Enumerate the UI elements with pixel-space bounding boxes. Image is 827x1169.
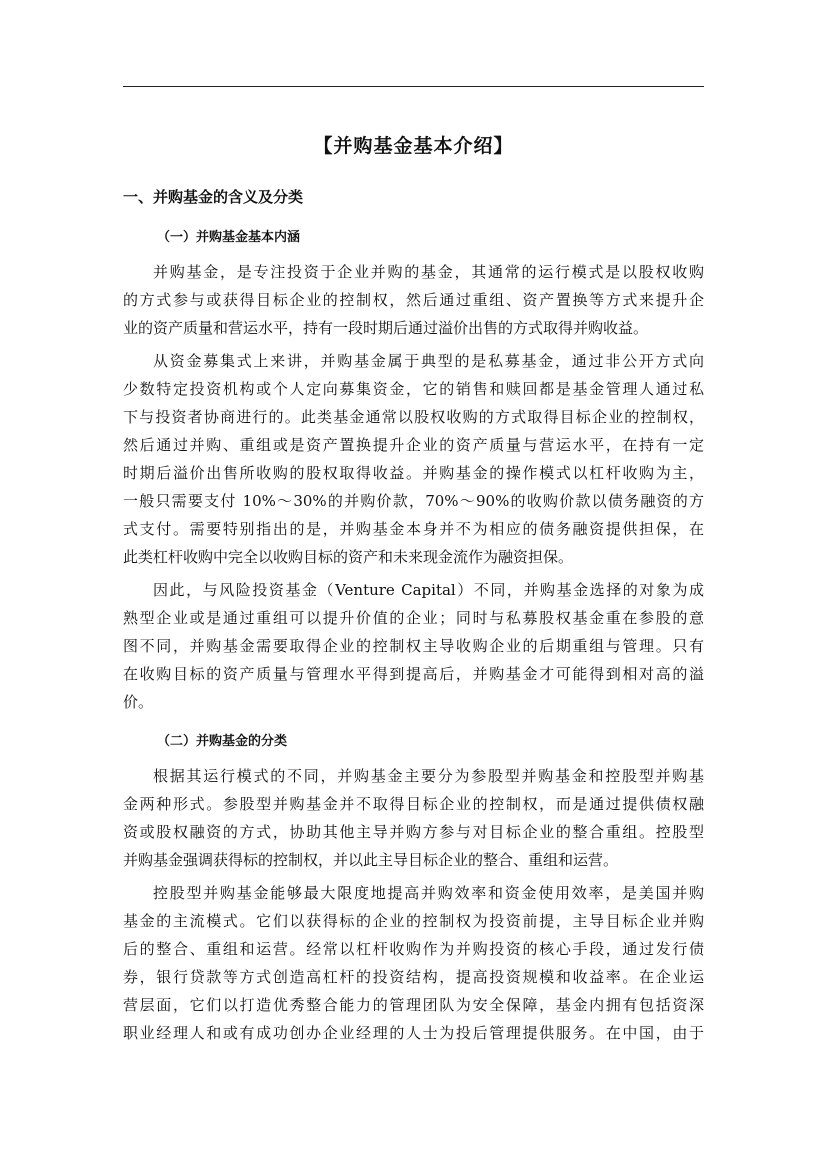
paragraph-line: 并购基金强调获得标的控制权，并以此主导目标企业的整合、重组和运营。: [123, 851, 619, 869]
paragraph-line: 时期后溢价出售所收购的股权取得收益。并购基金的操作模式以杠杆收购为主，: [123, 464, 704, 482]
header-rule: [123, 86, 704, 87]
paragraph-line: 职业经理人和或有成功创办企业经理的人士为投后管理提供服务。在中国，由于: [123, 1024, 704, 1042]
paragraph-line: 业的资产质量和营运水平，持有一段时期后通过溢价出售的方式取得并购收益。: [123, 319, 649, 337]
paragraph-line: 图不同，并购基金需要取得企业的控制权主导收购企业的后期重组与管理。只有: [123, 637, 704, 655]
paragraph-line: 的方式参与或获得目标企业的控制权，然后通过重组、资产置换等方式来提升企: [123, 291, 704, 309]
paragraph: [123, 879, 704, 1047]
paragraph-line: 基金的主流模式。它们以获得标的企业的控制权为投资前提，主导目标企业并购: [123, 912, 704, 930]
paragraph: [123, 762, 704, 874]
paragraph-line: 一般只需要支付 10%～30%的并购价款，70%～90%的收购价款以债务融资的方: [123, 492, 704, 510]
paragraph-line: 从资金募集式上来讲，并购基金属于典型的是私募基金，通过非公开方式向: [153, 352, 704, 370]
paragraph: [123, 576, 704, 716]
paragraph-line: 后的整合、重组和运营。经常以杠杆收购作为并购投资的核心手段，通过发行债: [123, 940, 704, 958]
paragraph-line: 因此，与风险投资基金（Venture Capital）不同，并购基金选择的对象为成: [153, 581, 704, 599]
paragraph: [123, 347, 704, 571]
section-heading: 一、并购基金的含义及分类: [123, 188, 304, 206]
paragraph-line: 在收购目标的资产质量与管理水平得到提高后，并购基金才可能得到相对高的溢: [123, 665, 704, 683]
subsection-heading-1: （一）并购基金基本内涵: [157, 230, 301, 245]
paragraph-line: 券，银行贷款等方式创造高杠杆的投资结构，提高投资规模和收益率。在企业运: [123, 968, 704, 986]
paragraph-line: 营层面，它们以打造优秀整合能力的管理团队为安全保障，基金内拥有包括资深: [123, 996, 704, 1014]
subsection-heading-2: （二）并购基金的分类: [157, 734, 288, 749]
paragraph-line: 熟型企业或是通过重组可以提升价值的企业；同时与私募股权基金重在参股的意: [123, 609, 704, 627]
paragraph-line: 价。: [123, 693, 154, 711]
paragraph-line: 式支付。需要特别指出的是，并购基金本身并不为相应的债务融资提供担保，在: [123, 520, 704, 538]
paragraph: [123, 258, 704, 342]
paragraph-line: 金两种形式。参股型并购基金并不取得目标企业的控制权，而是通过提供债权融: [123, 795, 704, 813]
paragraph-line: 少数特定投资机构或个人定向募集资金，它的销售和赎回都是基金管理人通过私: [123, 380, 704, 398]
paragraph-line: 然后通过并购、重组或是资产置换提升企业的资产质量与营运水平，在持有一定: [123, 436, 704, 454]
paragraph-line: 下与投资者协商进行的。此类基金通常以股权收购的方式取得目标企业的控制权，: [123, 408, 704, 426]
paragraph-line: 资或股权融资的方式，协助其他主导并购方参与对目标企业的整合重组。控股型: [123, 823, 704, 841]
paragraph-line: 此类杠杆收购中完全以收购目标的资产和未来现金流作为融资担保。: [123, 548, 574, 566]
paragraph-line: 控股型并购基金能够最大限度地提高并购效率和资金使用效率，是美国并购: [153, 884, 704, 902]
document-title: 【并购基金基本介绍】: [313, 135, 514, 157]
paragraph-line: 并购基金，是专注投资于企业并购的基金，其通常的运行模式是以股权收购: [153, 263, 704, 281]
paragraph-line: 根据其运行模式的不同，并购基金主要分为参股型并购基金和控股型并购基: [153, 767, 704, 785]
